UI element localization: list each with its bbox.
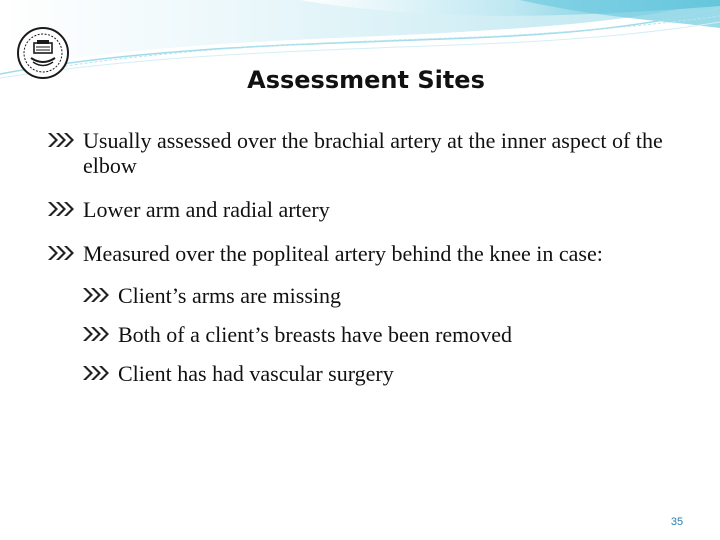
sub-bullet-text: Both of a client’s breasts have been removed (118, 322, 513, 347)
diamond-bullet-icon (83, 327, 109, 341)
sub-bullet-text: Client has had vascular surgery (118, 361, 394, 386)
slide-title: Assessment Sites (247, 66, 485, 94)
diamond-bullet-icon (83, 366, 109, 380)
page-number: 35 (670, 516, 684, 528)
bullet-text: Lower arm and radial artery (83, 197, 330, 222)
bullet-item (48, 197, 668, 222)
sub-bullet-item (83, 361, 668, 386)
diamond-bullet-icon (48, 133, 74, 147)
sub-bullet-item (83, 322, 668, 347)
bullet-item (48, 128, 668, 178)
bullet-text: Measured over the popliteal artery behind the knee in case: (83, 241, 603, 266)
sub-bullet-list (48, 283, 668, 386)
bullet-list (48, 128, 668, 405)
bullet-text: Usually assessed over the brachial artery at the inner aspect of the elbow (83, 128, 663, 178)
sub-bullet-text: Client’s arms are missing (118, 283, 342, 308)
bullet-item (48, 241, 668, 386)
diamond-bullet-icon (48, 246, 74, 260)
sub-bullet-item (83, 283, 668, 308)
diamond-bullet-icon (48, 202, 74, 216)
diamond-bullet-icon (83, 288, 109, 302)
